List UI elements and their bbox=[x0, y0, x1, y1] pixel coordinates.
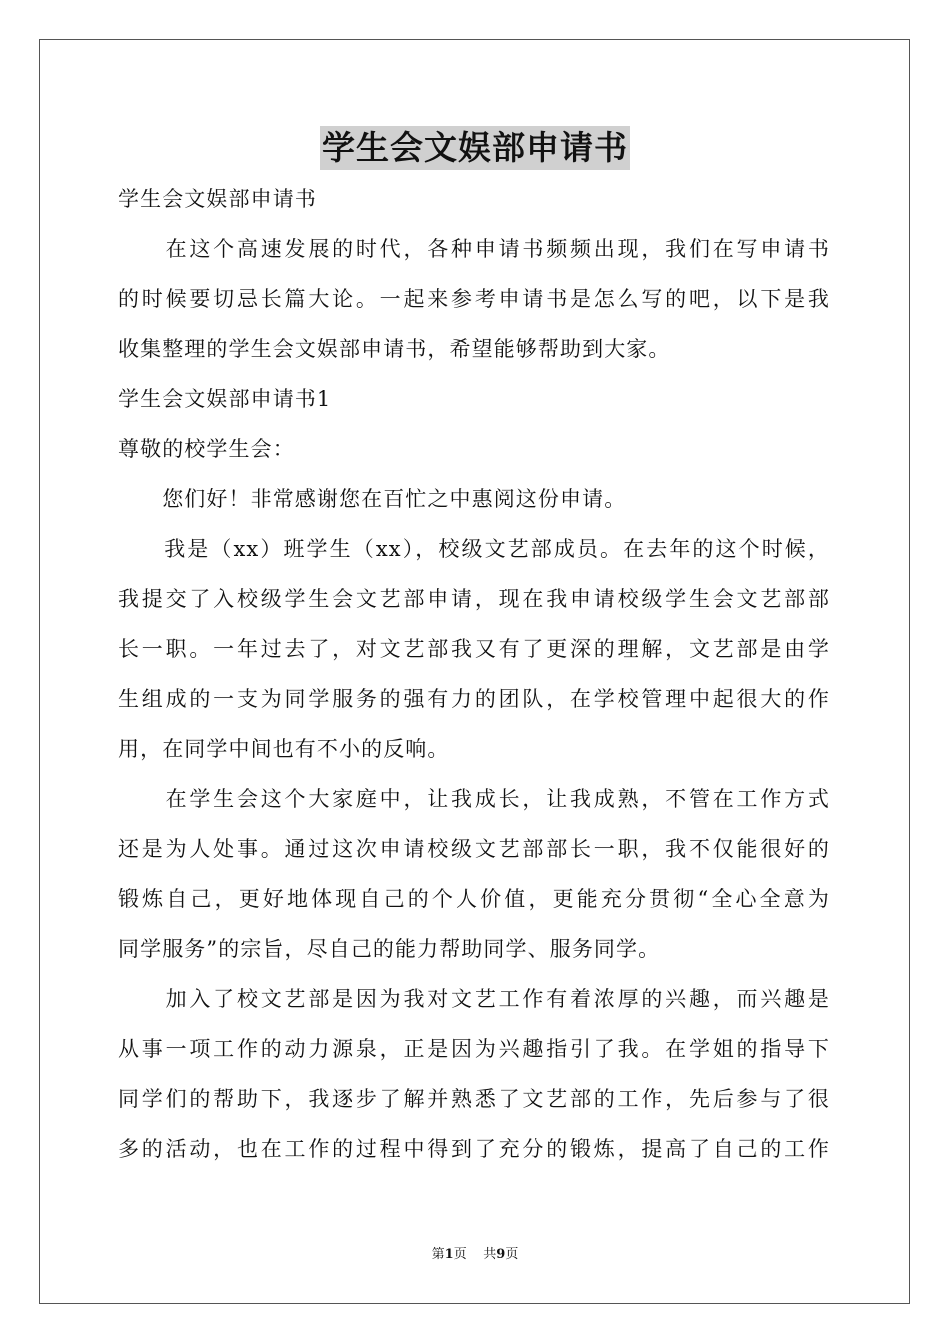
page-footer bbox=[0, 1246, 950, 1264]
page-total: 9 bbox=[496, 1247, 506, 1262]
section-heading: 学生会文娱部申请书1 bbox=[118, 387, 332, 411]
text-line: 同学服务”的宗旨，尽自己的能力帮助同学、服务同学。 bbox=[118, 937, 661, 961]
page-current: 1 bbox=[444, 1247, 454, 1262]
total-prefix: 共 bbox=[483, 1247, 497, 1262]
text-line: 生组成的一支为同学服务的强有力的团队，在学校管理中起很大的作 bbox=[118, 687, 830, 711]
text-line: 加入了校文艺部是因为我对文艺工作有着浓厚的兴趣，而兴趣是 bbox=[118, 987, 830, 1011]
text-line: 长一职。一年过去了，对文艺部我又有了更深的理解，文艺部是由学 bbox=[118, 637, 830, 661]
text-line: 同学们的帮助下，我逐步了解并熟悉了文艺部的工作，先后参与了很 bbox=[118, 1087, 830, 1111]
page-prefix: 第 bbox=[431, 1247, 445, 1262]
text-line: 的时候要切忌长篇大论。一起来参考申请书是怎么写的吧，以下是我 bbox=[118, 287, 830, 311]
text-line: 用，在同学中间也有不小的反响。 bbox=[118, 737, 450, 761]
total-suffix: 页 bbox=[505, 1247, 519, 1262]
text-line: 还是为人处事。通过这次申请校级文艺部部长一职，我不仅能很好的 bbox=[118, 837, 830, 861]
text-line: 锻炼自己，更好地体现自己的个人价值，更能充分贯彻“全心全意为 bbox=[118, 887, 830, 911]
page-border bbox=[39, 39, 910, 1304]
title-container bbox=[0, 126, 950, 170]
text-line: 在这个高速发展的时代，各种申请书频频出现，我们在写申请书 bbox=[118, 237, 830, 261]
text-line: 我提交了入校级学生会文艺部申请，现在我申请校级学生会文艺部部 bbox=[118, 587, 830, 611]
text-line: 收集整理的学生会文娱部申请书，希望能够帮助到大家。 bbox=[118, 337, 671, 361]
text-line: 在学生会这个大家庭中，让我成长，让我成熟，不管在工作方式 bbox=[118, 787, 830, 811]
text-line: 多的活动，也在工作的过程中得到了充分的锻炼，提高了自己的工作 bbox=[118, 1137, 830, 1161]
text-line: 我是（xx）班学生（xx），校级文艺部成员。在去年的这个时候， bbox=[118, 537, 830, 561]
salutation: 尊敬的校学生会： bbox=[118, 437, 295, 461]
text-line: 学生会文娱部申请书 bbox=[118, 187, 317, 211]
text-line: 您们好！非常感谢您在百忙之中惠阅这份申请。 bbox=[118, 487, 627, 511]
text-line: 从事一项工作的动力源泉，正是因为兴趣指引了我。在学姐的指导下 bbox=[118, 1037, 830, 1061]
document-title: 学生会文娱部申请书 bbox=[320, 126, 630, 170]
page-suffix: 页 bbox=[453, 1247, 467, 1262]
